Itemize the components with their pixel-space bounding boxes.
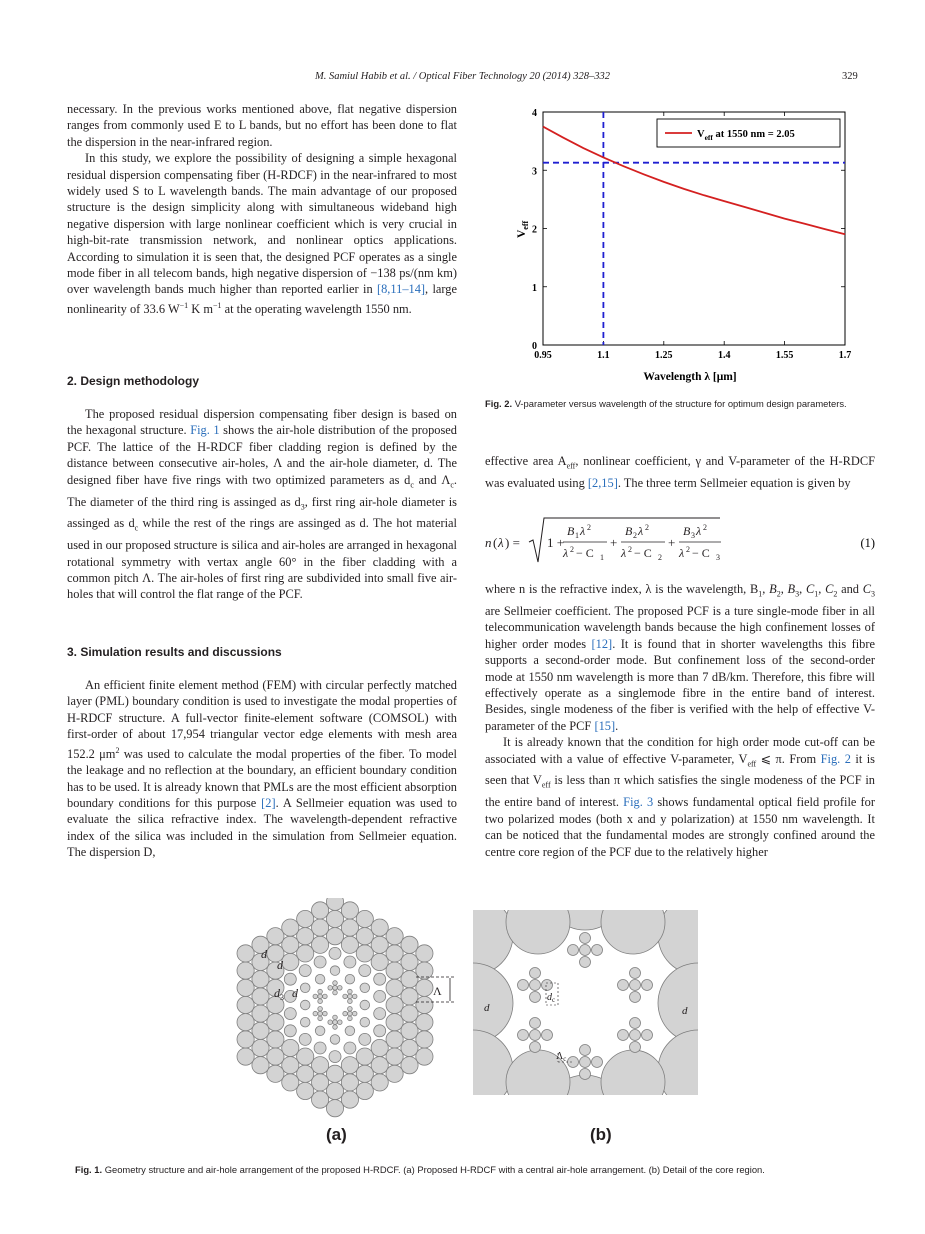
paragraph: The proposed residual dispersion compensating fiber design is based on the hexagonal structure. Fig. 1 shows the air-hole distribution of the proposed PCF. The lattice of the H-RDCF fiber cladding region is defined by the distance between consecutive air-holes, Λ and the air-hole diameter, d. The designed fiber have five rings with two optimized parameters as $d_c$ and $\Lambda_c$. The diameter of the third ring is assinged as $d_3$, first ring air-hole diameter is assinged as $d_c$ while the rest of the rings are assinged as d. The hot material used in our proposed structure is silica and air-holes are arranged in hexagonal rotational symmetry with vertax angle 60° in the fiber cladding with a common pitch Λ. The air-holes of first ring are subdivided into small five air-holes that will control the flat range of the PCF.: [67, 407, 458, 602]
air-hole-d3: [359, 965, 371, 977]
svg-text:1: 1: [575, 531, 579, 540]
air-hole-dc: [300, 1017, 310, 1027]
air-hole-d: [326, 1082, 343, 1099]
svg-text:λ: λ: [638, 524, 644, 538]
air-hole-d3: [374, 990, 386, 1002]
air-hole-d: [386, 1031, 403, 1048]
small-air-hole: [580, 1069, 591, 1080]
air-hole-d: [252, 1057, 269, 1074]
small-air-hole: [630, 980, 641, 991]
x-tick-label: 0.95: [534, 350, 552, 361]
small-air-hole: [313, 1011, 318, 1016]
small-air-hole: [542, 980, 553, 991]
small-air-hole: [580, 1057, 591, 1068]
small-air-hole: [642, 980, 653, 991]
section-heading: 3. Simulation results and discussions: [67, 645, 282, 659]
air-hole-dc: [330, 1035, 340, 1045]
svg-text:(: (: [493, 535, 498, 550]
label-dc: $d_c$: [547, 992, 556, 1004]
paragraph: necessary. In the previous works mentioned above, flat negative dispersion ranges from commonly used E to L bands, but no effort has been done to flat the dispersion in the near-infrared region.: [67, 102, 457, 149]
small-air-hole: [630, 992, 641, 1003]
label-d-right: d: [682, 1005, 688, 1017]
svg-text:1 +: 1 +: [547, 535, 565, 550]
air-hole-d: [356, 928, 373, 945]
small-air-hole: [348, 1011, 353, 1016]
x-tick-label: 1.7: [838, 350, 852, 361]
air-hole-d3: [284, 1008, 296, 1020]
svg-text:λ: λ: [679, 546, 685, 560]
air-hole-d: [282, 1074, 299, 1091]
label-lambda-c: $\Lambda_c$: [556, 1051, 567, 1063]
y-tick-label: 1: [532, 282, 537, 294]
label-d: d: [261, 947, 267, 961]
air-hole-d: [237, 945, 254, 962]
fig1-panel-a: [228, 898, 468, 1128]
small-air-hole: [318, 1011, 323, 1016]
air-hole-d: [371, 936, 388, 953]
fig2-chart: [485, 100, 875, 390]
running-title: M. Samiul Habib et al. / Optical Fiber Technology 20 (2014) 328–332: [314, 71, 611, 82]
air-hole-d: [237, 1031, 254, 1048]
small-air-hole: [348, 989, 353, 994]
air-hole-dc: [315, 974, 325, 984]
air-hole-d: [267, 1048, 284, 1065]
air-hole-d: [386, 996, 403, 1013]
air-hole-d3: [374, 973, 386, 985]
citation-link[interactable]: [2,15]: [587, 475, 618, 490]
small-air-hole: [333, 990, 338, 995]
y-tick-label: 3: [532, 166, 537, 178]
air-hole-d: [386, 1014, 403, 1031]
small-air-hole: [333, 1025, 338, 1030]
air-hole-d: [282, 936, 299, 953]
small-air-hole: [542, 1030, 553, 1041]
air-hole-d: [312, 1057, 329, 1074]
small-air-hole: [323, 1011, 328, 1016]
air-hole-dc: [315, 1026, 325, 1036]
panel-a-label: (a): [326, 1125, 347, 1144]
paragraph: It is already known that the condition for high order mode cut-off can be associated with a value of effective V-parameter, $V_{eff}$ ⩽ π. From Fig. 2 it is seen that $V_{eff}$ is less than π which satisfies the single modeness of the PCF in the entire band of interest. Fig. 3 shows fundamental optical field profile for two polarized modes (both x and y polarization) at 1550 nm wavelength. It can be noticed that the fundamental modes are strongly confined around the centre core region of the PCF due to the relatively higher: [485, 735, 875, 859]
small-air-hole: [630, 968, 641, 979]
air-hole-d: [326, 910, 343, 927]
air-hole-d: [297, 1065, 314, 1082]
air-hole-d: [401, 1057, 418, 1074]
small-air-hole: [343, 994, 348, 999]
air-hole-d: [252, 988, 269, 1005]
small-air-hole: [352, 994, 357, 999]
equation-number: (1): [860, 536, 875, 550]
left-column: [67, 101, 457, 317]
y-tick-label: 4: [532, 108, 537, 119]
citation-link[interactable]: [2]: [261, 795, 276, 810]
small-air-hole: [568, 945, 579, 956]
svg-text:2: 2: [587, 523, 591, 532]
air-hole-dc: [330, 966, 340, 976]
right-column-top: [485, 453, 875, 491]
air-hole-d: [356, 945, 373, 962]
svg-text:B: B: [625, 524, 633, 538]
svg-text:+: +: [610, 535, 618, 550]
small-air-hole: [338, 1020, 343, 1025]
svg-text:2: 2: [645, 523, 649, 532]
fig2-caption-label: Fig. 2.: [485, 398, 513, 409]
small-air-hole: [348, 1007, 353, 1012]
air-hole-d: [297, 945, 314, 962]
air-hole-d: [416, 945, 433, 962]
svg-text:2: 2: [628, 545, 632, 554]
air-hole-d3: [314, 956, 326, 968]
air-hole-d: [267, 928, 284, 945]
small-air-hole: [642, 1030, 653, 1041]
fig1-caption: Fig. 1. Geometry structure and air-hole arrangement of the proposed H-RDCF. (a) Proposed H-RDCF with a central air-hole arrangement. (b) Detail of the core region.: [75, 1164, 765, 1175]
air-hole-dc: [300, 1000, 310, 1010]
air-hole-d: [282, 1057, 299, 1074]
air-hole-d: [297, 1082, 314, 1099]
svg-text:3: 3: [716, 553, 720, 562]
small-air-hole: [630, 1042, 641, 1053]
air-hole-d: [341, 1074, 358, 1091]
x-tick-label: 1.1: [597, 350, 610, 361]
air-hole-d: [401, 1022, 418, 1039]
air-hole-d: [401, 971, 418, 988]
air-hole-d: [386, 979, 403, 996]
small-air-hole: [313, 994, 318, 999]
air-hole-d: [237, 962, 254, 979]
svg-text:n: n: [485, 535, 492, 550]
air-hole-d: [312, 1091, 329, 1108]
air-hole-d: [386, 1065, 403, 1082]
small-air-hole: [580, 957, 591, 968]
air-hole-dc: [360, 983, 370, 993]
label-d: d: [292, 986, 298, 1000]
small-air-hole: [348, 994, 353, 999]
fig1-panel-b: [473, 910, 698, 1095]
left-column-section2: [67, 406, 457, 603]
air-hole-d: [416, 996, 433, 1013]
left-column-section3: [67, 677, 457, 861]
small-air-hole: [333, 986, 338, 991]
air-hole-d: [341, 919, 358, 936]
small-air-hole: [518, 1030, 529, 1041]
small-air-hole: [580, 945, 591, 956]
label-lambda: Λ: [433, 984, 442, 998]
label-d3: $d_3$: [274, 986, 284, 1002]
air-hole-d: [356, 1065, 373, 1082]
air-hole-d: [326, 898, 343, 910]
svg-text:1: 1: [600, 553, 604, 562]
air-hole-dc: [345, 1026, 355, 1036]
air-hole-d: [401, 988, 418, 1005]
air-hole-d: [237, 1014, 254, 1031]
small-air-hole: [318, 1016, 323, 1021]
svg-text:+: +: [668, 535, 676, 550]
small-air-hole: [348, 1016, 353, 1021]
svg-text:2: 2: [686, 545, 690, 554]
small-air-hole: [530, 992, 541, 1003]
air-hole-d: [237, 1048, 254, 1065]
air-hole-d3: [374, 1008, 386, 1020]
air-hole-d: [356, 1082, 373, 1099]
large-air-hole: [601, 1050, 665, 1095]
small-air-hole: [333, 1015, 338, 1020]
svg-text:2: 2: [703, 523, 707, 532]
svg-text:2: 2: [658, 553, 662, 562]
small-air-hole: [530, 968, 541, 979]
air-hole-d: [341, 1057, 358, 1074]
small-air-hole: [338, 986, 343, 991]
equation-1: [485, 512, 875, 572]
air-hole-d: [237, 996, 254, 1013]
air-hole-d3: [299, 965, 311, 977]
air-hole-d: [341, 936, 358, 953]
air-hole-d: [401, 1039, 418, 1056]
x-tick-label: 1.55: [775, 350, 794, 361]
figure-link[interactable]: Fig. 3: [623, 795, 654, 810]
small-air-hole: [318, 999, 323, 1004]
small-air-hole: [530, 1018, 541, 1029]
paragraph: effective area $A_{eff}$, nonlinear coefficient, γ and V-parameter of the H-RDCF was evaluated using [2,15]. The three term Sellmeier equation is given by: [485, 454, 875, 490]
x-tick-label: 1.4: [717, 350, 731, 361]
air-hole-d: [371, 1039, 388, 1056]
small-air-hole: [328, 986, 333, 991]
air-hole-d: [386, 928, 403, 945]
small-air-hole: [348, 999, 353, 1004]
air-hole-d3: [299, 1033, 311, 1045]
air-hole-d: [312, 936, 329, 953]
figure-link[interactable]: Fig. 2: [820, 751, 851, 766]
air-hole-d3: [329, 947, 341, 959]
paragraph: where n is the refractive index, λ is the wavelength, $B_1$, $B_2$, $B_3$, $C_1$, $C_2$ and $C_3$ are Sellmeier coefficient. The proposed PCF is a ture single-mode fiber in all telecommunication wavelength bands because the high confinement losses of higher order modes [12]. It is found that in shorter wavelengths this fibre supports a second-order mode. But confinement loss of the second-order mode at 1550 nm wavelength is more than 7 dB/km. Therefore, this fibre will effectively operate as a singlemode fibre in the entire band of interest. Besides, single modeness of the fiber is verified with the help of effective V-parameter of the PCF [15].: [485, 582, 875, 733]
citation-link[interactable]: [15]: [594, 718, 616, 733]
small-air-hole: [618, 980, 629, 991]
svg-text:− C: − C: [634, 546, 652, 560]
air-hole-d: [416, 979, 433, 996]
panel-b-label: (b): [590, 1125, 612, 1144]
svg-text:2: 2: [570, 545, 574, 554]
air-hole-d: [386, 1048, 403, 1065]
small-air-hole: [318, 994, 323, 999]
svg-text:λ: λ: [696, 524, 702, 538]
air-hole-d: [341, 1091, 358, 1108]
air-hole-d: [312, 902, 329, 919]
y-tick-label: 2: [532, 224, 537, 236]
air-hole-d: [282, 953, 299, 970]
legend-label: $V_{eff}$ at 1550 nm = 2.05: [697, 129, 795, 142]
x-axis-label: Wavelength λ [μm]: [643, 371, 737, 383]
right-column-bottom: [485, 581, 875, 860]
small-air-hole: [580, 1045, 591, 1056]
small-air-hole: [318, 1007, 323, 1012]
svg-text:λ: λ: [563, 546, 569, 560]
large-air-hole: [601, 910, 665, 954]
small-air-hole: [352, 1011, 357, 1016]
air-hole-d3: [284, 1025, 296, 1037]
citation-link[interactable]: [8,11–14]: [376, 282, 426, 297]
air-hole-d: [267, 1065, 284, 1082]
air-hole-dc: [345, 974, 355, 984]
citation-link[interactable]: [12]: [591, 636, 613, 651]
air-hole-d3: [374, 1025, 386, 1037]
small-air-hole: [630, 1018, 641, 1029]
air-hole-d: [297, 928, 314, 945]
air-hole-d: [416, 1031, 433, 1048]
air-hole-d: [386, 945, 403, 962]
svg-text:λ: λ: [580, 524, 586, 538]
air-hole-d: [252, 1039, 269, 1056]
air-hole-d: [252, 1022, 269, 1039]
small-air-hole: [592, 945, 603, 956]
air-hole-d: [371, 1074, 388, 1091]
small-air-hole: [592, 1057, 603, 1068]
paragraph: In this study, we explore the possibility of designing a simple hexagonal residual dispersion compensating fiber (H-RDCF) in the near-infrared to most widely used S to L wavelength bands. The main advantage of our proposed structure is the design simplicity along with simultaneous wideband high negative dispersion with large nonlinear coefficient which is very crucial in high-bit-rate transmission network, and nonlinear optics applications. According to simulation it is seen that, the designed PCF operates as a single mode fiber in all telecom bands, high negative dispersion of −138 ps/(nm km) over wavelength bands much higher than reported earlier in [8,11–14], large nonlinearity of 33.6 $W^{-1}$ K $m^{-1}$ at the operating wavelength 1550 nm.: [67, 151, 457, 316]
x-tick-label: 1.25: [655, 350, 673, 361]
air-hole-d: [267, 1014, 284, 1031]
air-hole-d3: [344, 1042, 356, 1054]
air-hole-d: [312, 1074, 329, 1091]
air-hole-d3: [344, 956, 356, 968]
small-air-hole: [318, 989, 323, 994]
air-hole-d: [356, 1048, 373, 1065]
air-hole-d3: [359, 1033, 371, 1045]
fig2-caption: Fig. 2. V-parameter versus wavelength of the structure for optimum design parameters.: [485, 398, 847, 409]
air-hole-d: [416, 1014, 433, 1031]
air-hole-d: [341, 902, 358, 919]
air-hole-d: [416, 1048, 433, 1065]
small-air-hole: [530, 980, 541, 991]
page-number: 329: [842, 71, 858, 82]
air-hole-d: [326, 928, 343, 945]
air-hole-d: [371, 1057, 388, 1074]
air-hole-d: [297, 910, 314, 927]
svg-text:− C: − C: [692, 546, 710, 560]
air-hole-d: [237, 979, 254, 996]
svg-text:3: 3: [691, 531, 695, 540]
svg-text:B: B: [683, 524, 691, 538]
svg-text:λ: λ: [621, 546, 627, 560]
air-hole-d3: [329, 1051, 341, 1063]
air-hole-d: [297, 1048, 314, 1065]
air-hole-d: [326, 1065, 343, 1082]
air-hole-d: [326, 1100, 343, 1117]
air-hole-dc: [360, 1000, 370, 1010]
small-air-hole: [530, 1030, 541, 1041]
svg-text:B: B: [567, 524, 575, 538]
small-air-hole: [333, 981, 338, 986]
air-hole-dc: [300, 983, 310, 993]
air-hole-d: [401, 1005, 418, 1022]
small-air-hole: [323, 994, 328, 999]
label-d: d: [277, 958, 283, 972]
air-hole-d: [386, 962, 403, 979]
air-hole-lattice: [237, 898, 433, 1117]
air-hole-d3: [284, 973, 296, 985]
air-hole-d: [282, 919, 299, 936]
small-air-hole: [630, 1030, 641, 1041]
air-hole-d: [252, 1005, 269, 1022]
small-air-hole: [328, 1020, 333, 1025]
air-hole-d: [252, 971, 269, 988]
air-hole-d3: [314, 1042, 326, 1054]
svg-text:) =: ) =: [505, 535, 520, 550]
air-hole-d: [401, 953, 418, 970]
fig1-caption-label: Fig. 1.: [75, 1164, 103, 1175]
svg-text:2: 2: [633, 531, 637, 540]
air-hole-d: [401, 936, 418, 953]
air-hole-d: [371, 919, 388, 936]
svg-text:λ: λ: [498, 535, 504, 550]
air-hole-d: [282, 1039, 299, 1056]
air-hole-d: [356, 910, 373, 927]
large-air-hole: [506, 910, 570, 954]
core-air-holes: [473, 910, 698, 1095]
air-hole-d: [312, 919, 329, 936]
small-air-hole: [530, 1042, 541, 1053]
chart-legend: [657, 119, 840, 147]
figure-link[interactable]: Fig. 1: [190, 423, 220, 438]
air-hole-d: [267, 1031, 284, 1048]
air-hole-d: [371, 953, 388, 970]
svg-text:− C: − C: [576, 546, 594, 560]
paragraph: An efficient finite element method (FEM) with circular perfectly matched layer (PML) boundary condition is used to investigate the modal properties of H-RDCF structure. A full-vector finite-element software (COMSOL) with first-order of about 17,954 triangular vector edge elements with mesh area 152.2 $\mu m^2$ was used to calculate the modal properties of the fiber. To model the leakage and no reflection at the boundary, an efficient boundary condition has to be used. It is already known that PMLs are the most efficient absorption boundary conditions for this purpose [2]. A Sellmeier equation was used to evaluate the silica refractive index. The wavelength-dependent refractive index of the silica was included in the simulation from Sellmeier equation. The dispersion D,: [67, 678, 458, 860]
y-tick-label: 0: [532, 341, 537, 352]
small-air-hole: [333, 1020, 338, 1025]
small-air-hole: [518, 980, 529, 991]
small-air-hole: [343, 1011, 348, 1016]
section-heading: 2. Design methodology: [67, 374, 200, 388]
small-air-hole: [580, 933, 591, 944]
y-axis-label: $V_{eff}$: [516, 220, 530, 238]
air-hole-dc: [360, 1017, 370, 1027]
label-d-left: d: [484, 1002, 490, 1014]
small-air-hole: [618, 1030, 629, 1041]
